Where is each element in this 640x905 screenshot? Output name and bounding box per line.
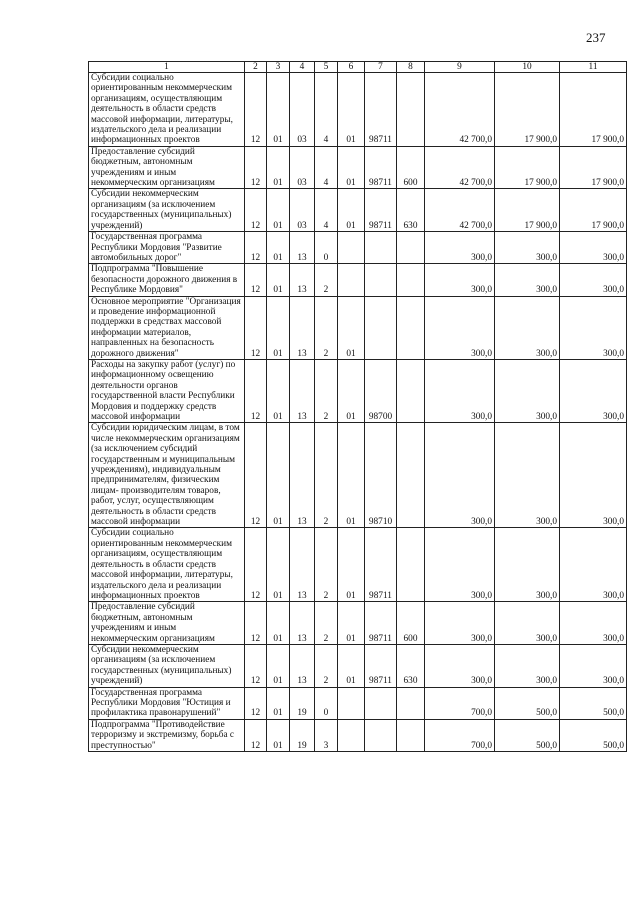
column-header: 3 [267,62,290,73]
amount-col-11: 300,0 [560,423,627,528]
row-name: Предоставление субсидий бюджетным, автономным учреждениям и иным некоммерческим организациям [89,146,245,189]
code-program: 13 [290,644,315,687]
page-number: 237 [586,30,606,45]
table-row [89,644,627,687]
code-section: 01 [267,719,290,751]
amount-col-10: 300,0 [495,232,560,264]
code-direction: 98711 [365,189,397,232]
code-event: 01 [338,73,365,147]
amount-col-11: 300,0 [560,528,627,602]
column-header: 9 [425,62,495,73]
code-subprogram: 2 [315,644,338,687]
amount-col-11: 300,0 [560,232,627,264]
code-section: 01 [267,189,290,232]
row-name: Подпрограмма "Противодействие терроризму и экстремизму, борьба с преступностью" [89,719,245,751]
code-direction: 98711 [365,644,397,687]
amount-col-9: 300,0 [425,296,495,359]
code-subprogram: 4 [315,73,338,147]
code-subprogram: 2 [315,423,338,528]
table-row [89,719,627,751]
column-header: 8 [397,62,425,73]
amount-col-11: 300,0 [560,264,627,296]
amount-col-11: 500,0 [560,719,627,751]
code-direction: 98710 [365,423,397,528]
code-program: 13 [290,232,315,264]
table-row [89,602,627,645]
table-body [89,73,627,752]
amount-col-10: 300,0 [495,528,560,602]
table-header [89,62,627,73]
table-row [89,264,627,296]
amount-col-10: 300,0 [495,423,560,528]
column-header: 4 [290,62,315,73]
code-expense-type [397,719,425,751]
row-name: Субсидии юридическим лицам, в том числе некоммерческим организациям (за исключением субсидий государственным и муниципальным учреждениям), индивидуальным предпринимателям, физическим лицам- производителям товаров, работ, услуг, осуществляющим деятельность в области средств массовой информации [89,423,245,528]
column-header: 11 [560,62,627,73]
code-event: 01 [338,359,365,422]
code-section: 01 [267,296,290,359]
table-row [89,146,627,189]
code-section: 01 [267,423,290,528]
code-direction: 98711 [365,602,397,645]
code-event [338,719,365,751]
header-row [89,62,627,73]
amount-col-9: 300,0 [425,528,495,602]
code-ministry: 12 [245,687,267,719]
code-program: 19 [290,687,315,719]
code-subprogram: 0 [315,687,338,719]
code-expense-type [397,296,425,359]
code-event: 01 [338,189,365,232]
code-subprogram: 2 [315,528,338,602]
amount-col-11: 17 900,0 [560,189,627,232]
code-direction: 98711 [365,146,397,189]
code-direction: 98700 [365,359,397,422]
code-ministry: 12 [245,232,267,264]
code-subprogram: 2 [315,359,338,422]
code-section: 01 [267,644,290,687]
amount-col-10: 17 900,0 [495,189,560,232]
code-ministry: 12 [245,644,267,687]
amount-col-11: 300,0 [560,602,627,645]
amount-col-11: 300,0 [560,296,627,359]
code-expense-type [397,232,425,264]
row-name: Субсидии социально ориентированным некоммерческим организациям, осуществляющим деятельность в области средств массовой информации, литературы, издательского дела и реализации информационных проектов [89,528,245,602]
code-direction [365,232,397,264]
amount-col-9: 300,0 [425,232,495,264]
column-header: 10 [495,62,560,73]
code-subprogram: 4 [315,146,338,189]
code-ministry: 12 [245,719,267,751]
amount-col-10: 17 900,0 [495,146,560,189]
amount-col-10: 300,0 [495,264,560,296]
row-name: Субсидии некоммерческим организациям (за исключением государственных (муниципальных) учреждений) [89,189,245,232]
row-name: Субсидии некоммерческим организациям (за исключением государственных (муниципальных) учреждений) [89,644,245,687]
code-expense-type [397,264,425,296]
row-name: Подпрограмма "Повышение безопасности дорожного движения в Республике Мордовия" [89,264,245,296]
table-row [89,687,627,719]
code-program: 13 [290,528,315,602]
amount-col-9: 42 700,0 [425,146,495,189]
row-name: Предоставление субсидий бюджетным, автономным учреждениям и иным некоммерческим организациям [89,602,245,645]
table-row [89,232,627,264]
code-event: 01 [338,528,365,602]
code-section: 01 [267,528,290,602]
code-direction [365,296,397,359]
code-ministry: 12 [245,296,267,359]
amount-col-10: 300,0 [495,602,560,645]
code-program: 03 [290,73,315,147]
code-direction [365,719,397,751]
code-ministry: 12 [245,423,267,528]
amount-col-10: 17 900,0 [495,73,560,147]
row-name: Субсидии социально ориентированным некоммерческим организациям, осуществляющим деятельность в области средств массовой информации, литературы, издательского дела и реализации информационных проектов [89,73,245,147]
code-section: 01 [267,146,290,189]
code-program: 13 [290,359,315,422]
code-event [338,232,365,264]
amount-col-11: 300,0 [560,644,627,687]
table-row [89,73,627,147]
code-expense-type [397,528,425,602]
code-program: 19 [290,719,315,751]
code-event: 01 [338,602,365,645]
table-row [89,423,627,528]
code-direction: 98711 [365,528,397,602]
code-ministry: 12 [245,359,267,422]
code-section: 01 [267,359,290,422]
code-subprogram: 4 [315,189,338,232]
code-event [338,687,365,719]
code-expense-type: 630 [397,644,425,687]
row-name: Расходы на закупку работ (услуг) по информационному освещению деятельности органов государственной власти Республики Мордовия и поддержку средств массовой информации [89,359,245,422]
code-section: 01 [267,602,290,645]
code-subprogram: 0 [315,232,338,264]
code-expense-type [397,423,425,528]
code-program: 03 [290,189,315,232]
amount-col-11: 300,0 [560,359,627,422]
code-event [338,264,365,296]
code-subprogram: 2 [315,296,338,359]
amount-col-11: 17 900,0 [560,73,627,147]
amount-col-11: 500,0 [560,687,627,719]
column-header: 2 [245,62,267,73]
code-expense-type: 600 [397,602,425,645]
code-direction [365,264,397,296]
code-event: 01 [338,296,365,359]
amount-col-9: 42 700,0 [425,189,495,232]
column-header: 7 [365,62,397,73]
row-name: Государственная программа Республики Мордовия "Юстиция и профилактика правонарушений" [89,687,245,719]
code-ministry: 12 [245,73,267,147]
amount-col-10: 500,0 [495,719,560,751]
amount-col-10: 300,0 [495,359,560,422]
amount-col-9: 300,0 [425,602,495,645]
code-program: 13 [290,602,315,645]
amount-col-9: 300,0 [425,423,495,528]
code-program: 13 [290,264,315,296]
amount-col-9: 42 700,0 [425,73,495,147]
code-ministry: 12 [245,528,267,602]
code-section: 01 [267,264,290,296]
amount-col-9: 300,0 [425,644,495,687]
code-expense-type: 600 [397,146,425,189]
column-header: 1 [89,62,245,73]
code-subprogram: 2 [315,602,338,645]
code-direction: 98711 [365,73,397,147]
table-row [89,296,627,359]
amount-col-11: 17 900,0 [560,146,627,189]
code-ministry: 12 [245,146,267,189]
amount-col-10: 300,0 [495,644,560,687]
code-event: 01 [338,146,365,189]
code-subprogram: 3 [315,719,338,751]
row-name: Государственная программа Республики Мордовия "Развитие автомобильных дорог" [89,232,245,264]
amount-col-10: 500,0 [495,687,560,719]
code-ministry: 12 [245,602,267,645]
table-row [89,359,627,422]
code-program: 13 [290,296,315,359]
code-subprogram: 2 [315,264,338,296]
code-section: 01 [267,232,290,264]
code-direction [365,687,397,719]
code-expense-type [397,73,425,147]
code-program: 03 [290,146,315,189]
code-event: 01 [338,423,365,528]
code-expense-type [397,687,425,719]
code-expense-type [397,359,425,422]
row-name: Основное мероприятие "Организация и проведение информационной поддержки в средствах массовой информации материалов, направленных на безопасность дорожного движения" [89,296,245,359]
table-row [89,528,627,602]
amount-col-9: 300,0 [425,264,495,296]
code-section: 01 [267,687,290,719]
amount-col-9: 700,0 [425,719,495,751]
code-program: 13 [290,423,315,528]
code-ministry: 12 [245,189,267,232]
table-row [89,189,627,232]
code-expense-type: 630 [397,189,425,232]
code-section: 01 [267,73,290,147]
code-ministry: 12 [245,264,267,296]
amount-col-10: 300,0 [495,296,560,359]
code-event: 01 [338,644,365,687]
column-header: 5 [315,62,338,73]
amount-col-9: 300,0 [425,359,495,422]
budget-table [88,61,627,752]
column-header: 6 [338,62,365,73]
amount-col-9: 700,0 [425,687,495,719]
